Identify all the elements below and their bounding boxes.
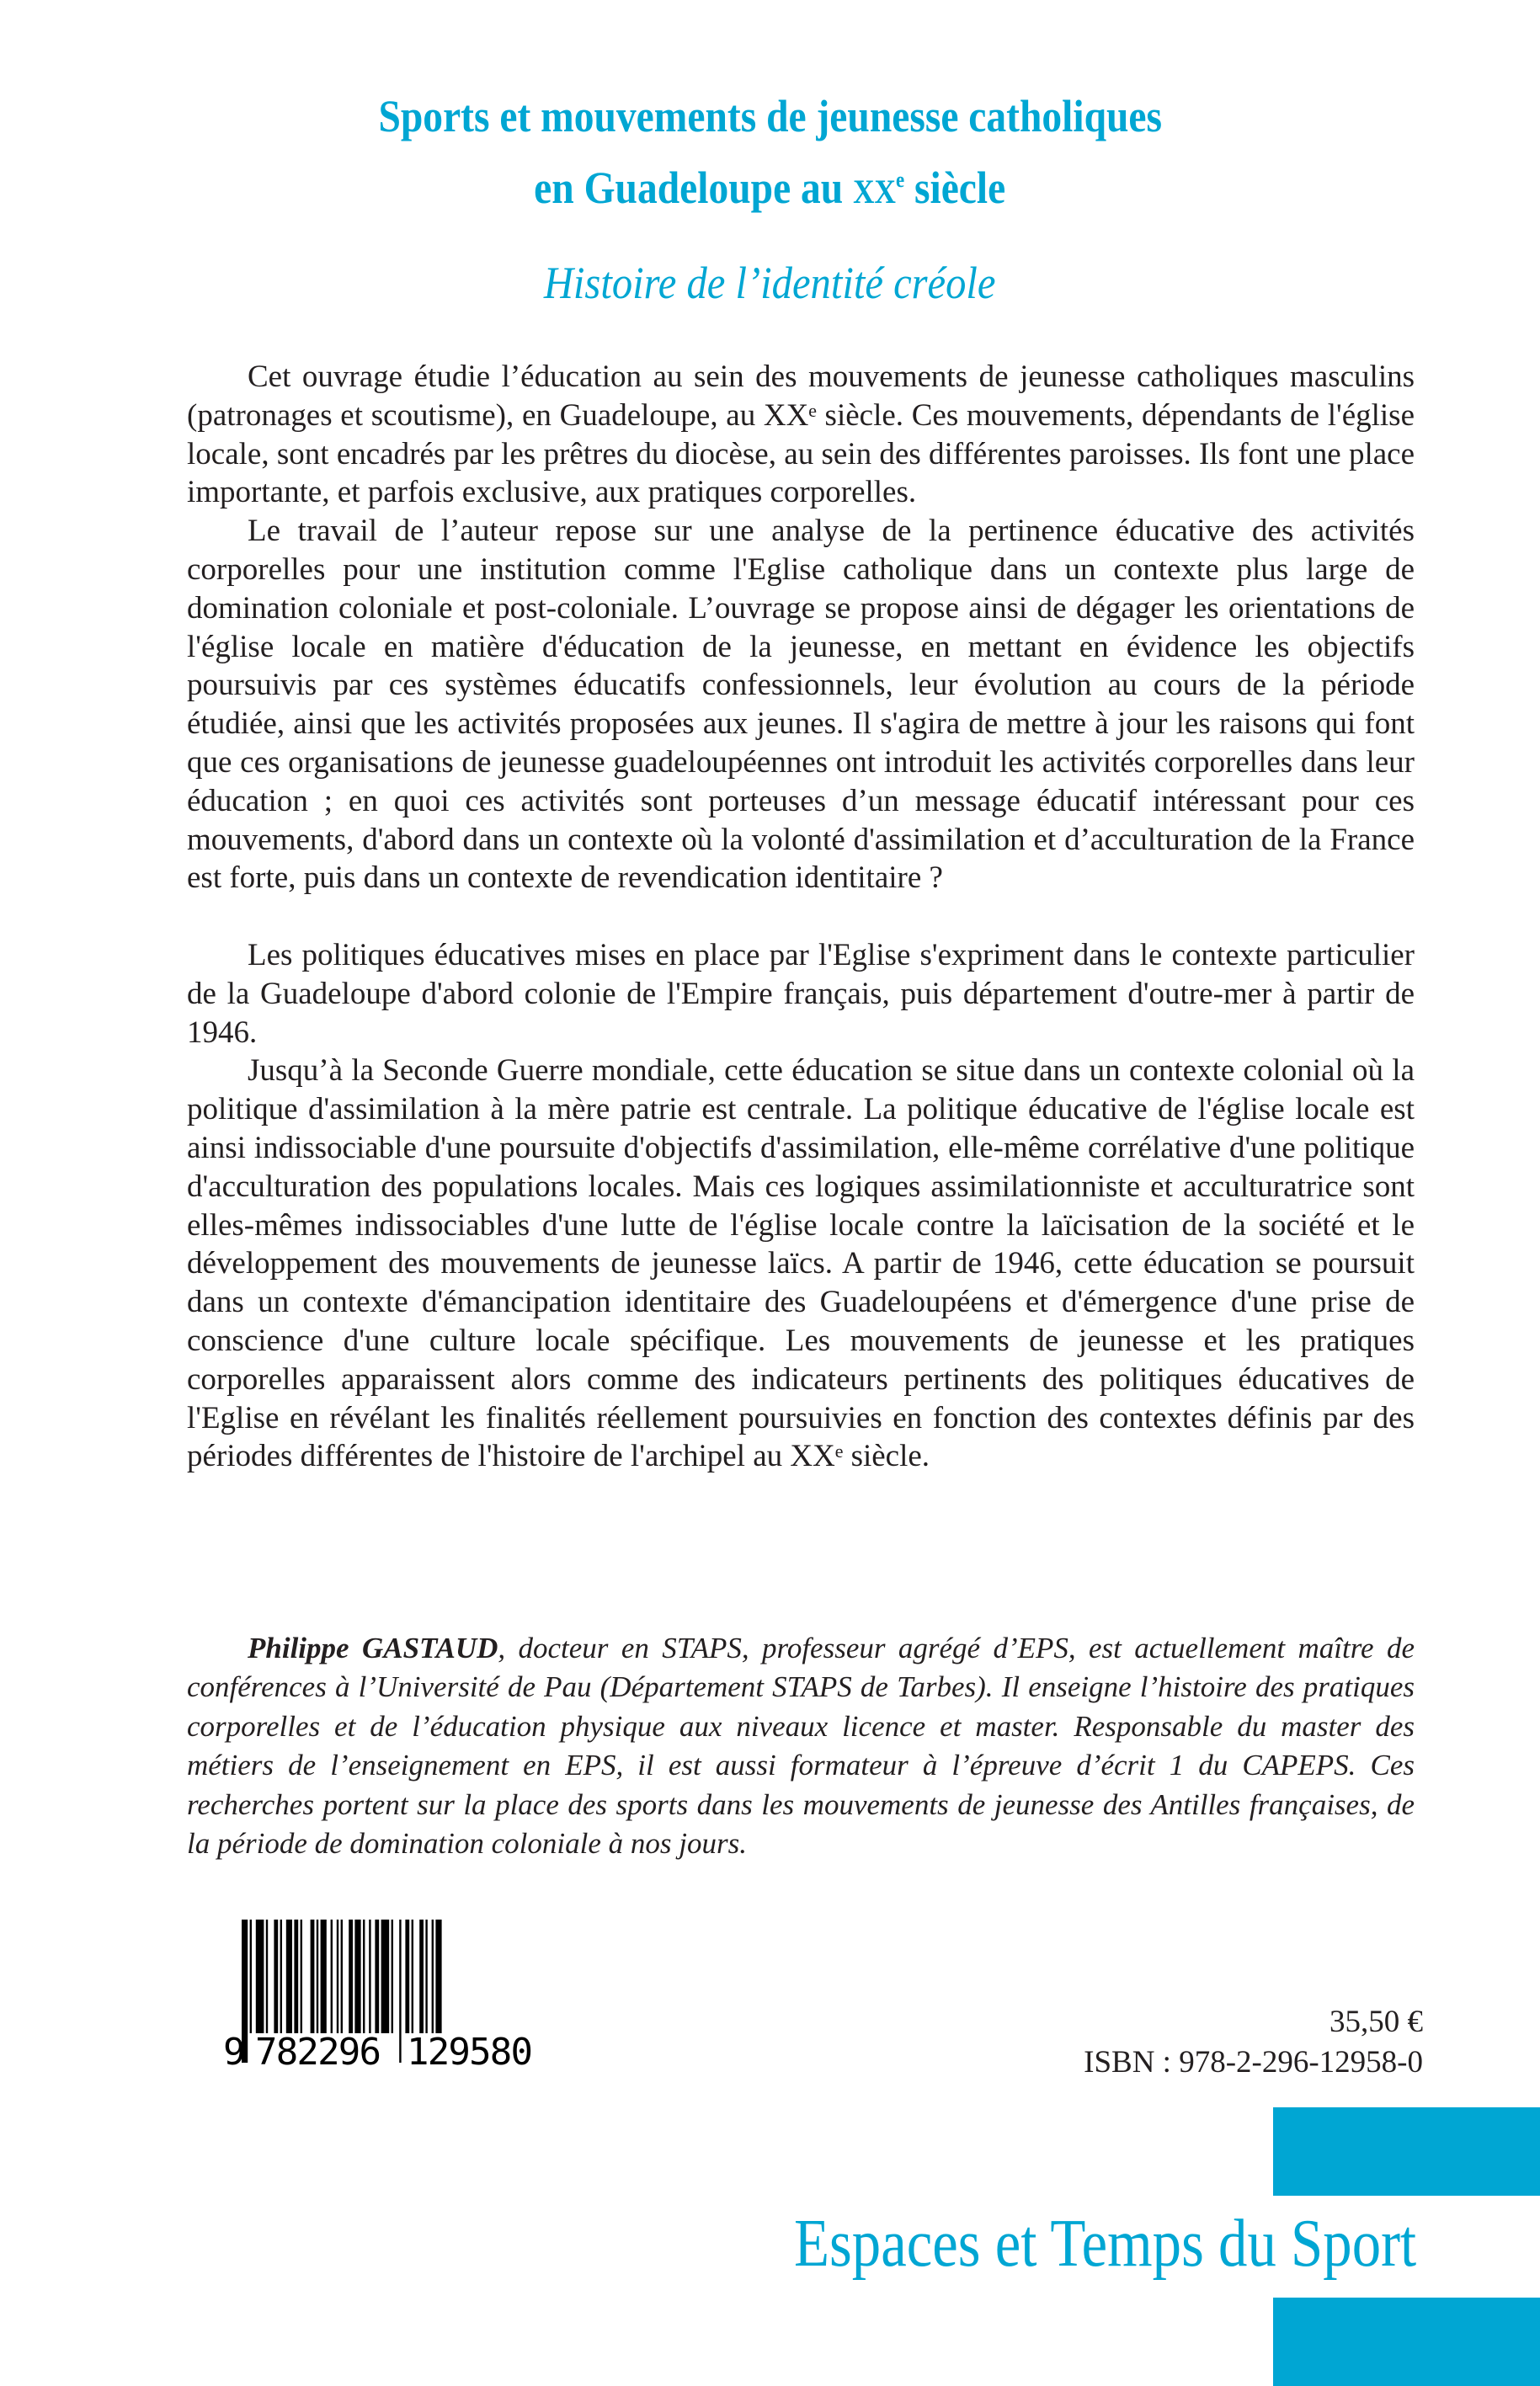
barcode-bar (419, 1920, 424, 2033)
isbn: ISBN : 978-2-296-12958-0 (1084, 2045, 1423, 2080)
author-bio (187, 1629, 1415, 1863)
barcode-bar (412, 1920, 413, 2033)
blurb-paragraph: Cet ouvrage étudie l’éducation au sein des mouvements de jeunesse catholiques masculins (patronages et scoutisme), en Guadeloupe, au XXᵉ siècle. Ces mouvements, dépendants de l'église locale, sont encadrés par les prêtres du diocèse, au sein des différentes paroisses. Ils font une place importante, et parfois exclusive, aux pratiques corporelles. (187, 359, 1415, 510)
blurb-paragraph: Le travail de l’auteur repose sur une analyse de la pertinence éducative des activités corporelles pour une institution comme l'Eglise catholique dans un contexte plus large de domination coloniale et post-coloniale. L’ouvrage se propose ainsi de dégager les orientations de l'église locale en matière d'éducation de la jeunesse, en mettant en évidence les objectifs poursuivis par ces systèmes éducatifs confessionnels, leur évolution au cours de la période étudiée, ainsi que les activités proposées aux jeunes. Il s'agira de mettre à jour les raisons qui font que ces organisations de jeunesse guadeloupéennes ont introduit les activités corporelles dans leur éducation ; en quoi ces activités sont porteuses d’un message éducatif intéressant pour ces mouvements, d'abord dans un contexte où la volonté d'assimilation et d’acculturation de la France est forte, puis dans un contexte de revendication identitaire ? (187, 514, 1415, 896)
barcode-bar (341, 1920, 343, 2033)
barcode-bar (256, 1920, 264, 2033)
barcode-digits-left: 782296 (255, 2031, 381, 2071)
barcode-bar (369, 1920, 370, 2033)
accent-block-bottom (1273, 2298, 1540, 2386)
barcode-bar (317, 1920, 318, 2033)
title-line-2 (534, 148, 1005, 224)
title-century: XX (853, 173, 897, 210)
barcode-bar (331, 1920, 333, 2033)
title-line-1: Sports et mouvements de jeunesse catholiques (378, 91, 1162, 141)
barcode-bar (321, 1920, 327, 2033)
barcode-bar (311, 1920, 315, 2033)
barcode-bar (381, 1920, 390, 2033)
blurb-paragraph: Les politiques éducatives mises en place par l'Eglise s'expriment dans le contexte particulier de la Guadeloupe d'abord colonie de l'Empire français, puis département d'outre-mer à partir de 1946. (187, 937, 1415, 1050)
barcode-bar (280, 1920, 282, 2033)
series-text: Espaces et Temps du Sport (794, 2207, 1417, 2281)
barcode-bar (354, 1920, 360, 2033)
barcode (223, 1920, 577, 2071)
barcode-bar (435, 1920, 441, 2033)
barcode-bar (392, 1920, 393, 2033)
accent-block-top (1273, 2107, 1540, 2196)
barcode-bar (425, 1920, 427, 2033)
barcode-bar (301, 1920, 302, 2033)
title-sup: e (896, 168, 905, 192)
barcode-bar (294, 1920, 298, 2033)
barcode-bar (250, 1920, 252, 2033)
barcode-bar (337, 1920, 338, 2033)
series-name (794, 2206, 1517, 2282)
barcode-bar (363, 1920, 365, 2033)
barcode-bar (266, 1920, 268, 2033)
book-subtitle (0, 257, 1540, 309)
barcode-bar (432, 1920, 434, 2033)
title-text: en Guadeloupe au (534, 162, 854, 213)
barcode-digit-prefix: 9 (223, 2031, 246, 2071)
subtitle-text: Histoire de l’identité créole (544, 258, 996, 308)
barcode-digits-right: 129580 (407, 2031, 533, 2071)
author-name: Philippe GASTAUD (248, 1632, 498, 1664)
blurb-paragraph: Jusqu’à la Seconde Guerre mondiale, cette éducation se situe dans un contexte colonial où la politique d'assimilation à la mère patrie est centrale. La politique éducative de l'église locale est ainsi indissociable d'une poursuite d'objectifs d'assimilation, elle-même corrélative d'une politique d'acculturation des populations locales. Mais ces logiques assimilationniste et acculturatrice sont elles-mêmes indissociables d'une lutte de l'église locale contre la laïcisation de la société et le développement des mouvements de jeunesse laïcs. A partir de 1946, cette éducation se poursuit dans un contexte d'émancipation identitaire des Guadeloupéens et d'émergence d'une prise de conscience d'une culture locale spécifique. Les mouvements de jeunesse et les pratiques corporelles apparaissent alors comme des indicateurs pertinents des politiques éducatives de l'Eglise en révélant les finalités réellement poursuivies en fonction des contextes définis par des périodes différentes de l'histoire de l'archipel au XXᵉ siècle. (187, 1053, 1415, 1474)
author-bio-text: , docteur en STAPS, professeur agrégé d’EPS, est actuellement maître de conférences à l’Université de Pau (Département STAPS de Tarbes). Il enseigne l’histoire des pratiques corporelles et de l’éducation physique aux niveaux licence et master. Responsable du master des métiers de l’enseignement en EPS, il est aussi formateur à l’épreuve d’écrit 1 du CAPEPS. Ces recherches portent sur la place des sports dans les mouvements de jeunesse des Antilles françaises, de la période de domination coloniale à nos jours. (187, 1632, 1415, 1861)
barcode-bar (399, 1920, 401, 2063)
book-title (0, 84, 1540, 224)
barcode-bar (375, 1920, 379, 2033)
title-text-end: siècle (904, 162, 1006, 213)
barcode-bar (286, 1920, 292, 2033)
barcode-bar (274, 1920, 278, 2033)
barcode-bar (405, 1920, 409, 2033)
barcode-bar (349, 1920, 353, 2033)
blurb (187, 358, 1415, 1476)
price: 35,50 € (1330, 2005, 1423, 2039)
